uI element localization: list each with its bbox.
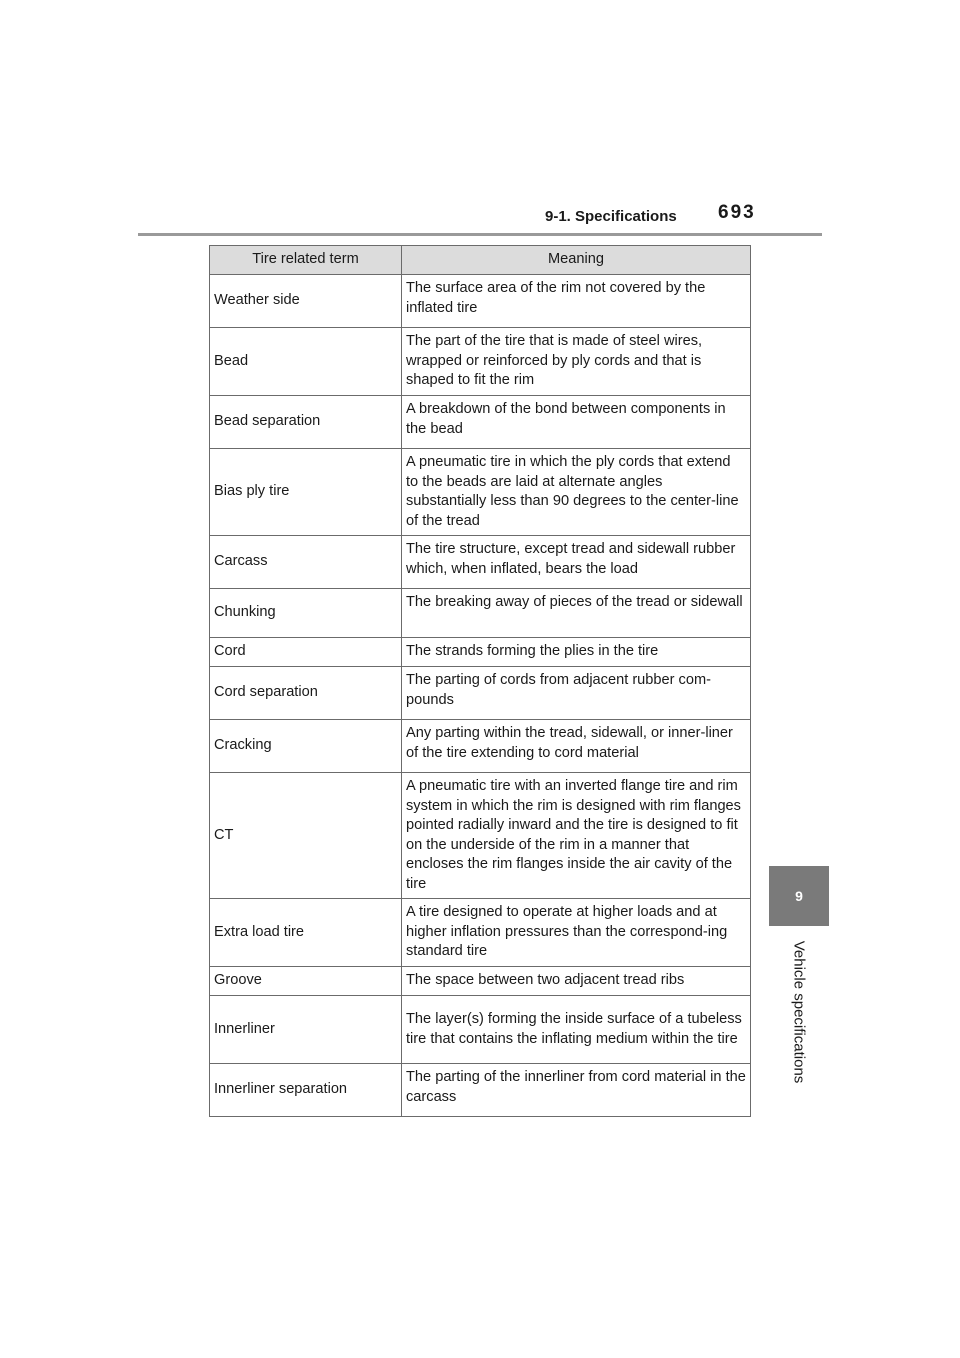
table-row xyxy=(210,275,751,328)
meaning-cell: The breaking away of pieces of the tread or sidewall xyxy=(402,589,751,638)
page-number: 693 xyxy=(718,202,756,223)
term-cell: Cracking xyxy=(210,720,402,773)
table-row xyxy=(210,638,751,667)
term-cell: Weather side xyxy=(210,275,402,328)
term-cell: Cord separation xyxy=(210,667,402,720)
term-cell: Innerliner separation xyxy=(210,1064,402,1117)
table-row xyxy=(210,589,751,638)
table-row xyxy=(210,1064,751,1117)
term-cell: Bead separation xyxy=(210,396,402,449)
term-cell: Carcass xyxy=(210,536,402,589)
table-row xyxy=(210,899,751,967)
table-row xyxy=(210,536,751,589)
meaning-cell: The parting of cords from adjacent rubber com-pounds xyxy=(402,667,751,720)
term-cell: Cord xyxy=(210,638,402,667)
header-divider xyxy=(138,233,822,236)
chapter-number: 9 xyxy=(795,888,803,904)
page-header xyxy=(0,0,960,240)
section-title: 9-1. Specifications xyxy=(545,208,677,225)
meaning-cell: The space between two adjacent tread ribs xyxy=(402,967,751,996)
column-header-meaning: Meaning xyxy=(402,246,751,275)
term-cell: CT xyxy=(210,773,402,899)
meaning-cell: Any parting within the tread, sidewall, or inner-liner of the tire extending to cord material xyxy=(402,720,751,773)
table-row xyxy=(210,449,751,536)
table-row xyxy=(210,720,751,773)
column-header-term: Tire related term xyxy=(210,246,402,275)
table-row xyxy=(210,996,751,1064)
term-cell: Innerliner xyxy=(210,996,402,1064)
term-cell: Bead xyxy=(210,328,402,396)
table-row xyxy=(210,328,751,396)
table-row xyxy=(210,667,751,720)
meaning-cell: The layer(s) forming the inside surface of a tubeless tire that contains the inflating medium within the tire xyxy=(402,996,751,1064)
meaning-cell: A breakdown of the bond between components in the bead xyxy=(402,396,751,449)
meaning-cell: The parting of the innerliner from cord material in the carcass xyxy=(402,1064,751,1117)
meaning-cell: A pneumatic tire with an inverted flange tire and rim system in which the rim is designed with rim flanges pointed radially inward and the tire is designed to fit on the underside of the rim in a manner that encloses the rim flanges inside the air cavity of the tire xyxy=(402,773,751,899)
meaning-cell: The surface area of the rim not covered by the inflated tire xyxy=(402,275,751,328)
table-row xyxy=(210,773,751,899)
meaning-cell: A pneumatic tire in which the ply cords that extend to the beads are laid at alternate angles substantially less than 90 degrees to the center-line of the tread xyxy=(402,449,751,536)
term-cell: Groove xyxy=(210,967,402,996)
meaning-cell: The part of the tire that is made of steel wires, wrapped or reinforced by ply cords and that is shaped to fit the rim xyxy=(402,328,751,396)
table-row xyxy=(210,967,751,996)
chapter-label: Vehicle specifications xyxy=(790,940,808,1084)
term-cell: Extra load tire xyxy=(210,899,402,967)
table-header-row xyxy=(210,246,751,275)
term-cell: Chunking xyxy=(210,589,402,638)
meaning-cell: The strands forming the plies in the tire xyxy=(402,638,751,667)
meaning-cell: The tire structure, except tread and sidewall rubber which, when inflated, bears the load xyxy=(402,536,751,589)
table-row xyxy=(210,396,751,449)
tire-terms-table xyxy=(209,245,751,1117)
meaning-cell: A tire designed to operate at higher loads and at higher inflation pressures than the correspond-ing standard tire xyxy=(402,899,751,967)
term-cell: Bias ply tire xyxy=(210,449,402,536)
chapter-number-tab xyxy=(769,866,829,926)
